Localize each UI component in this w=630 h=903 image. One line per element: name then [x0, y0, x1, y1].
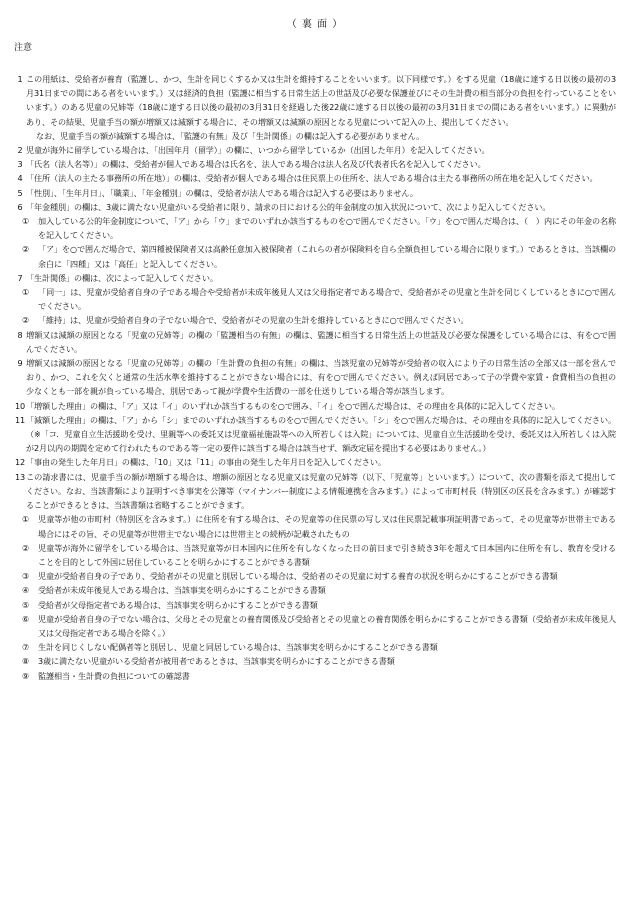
item-text: 監護相当・生計費の負担についての確認書 [38, 670, 190, 681]
item-text: 「年金種別」の欄は、3歳に満たない児童がいる受給者に限り、請求の日における公的年金制度の加入状況について、次により記入してください。 [26, 201, 551, 212]
item-text: 児童が受給者自身の子でない場合は、父母とその児童との養育関係及び受給者とその児童との養育関係を明らかにすることができる書類（受給者が未成年後見人又は父母指定者である場合を除く。） [38, 613, 616, 638]
sub-item [14, 583, 616, 597]
item-number: ② [22, 244, 30, 255]
item-number: 12 [14, 457, 26, 468]
item-number: ⑧ [22, 656, 30, 667]
note-item [14, 470, 616, 513]
item-number: ⑨ [22, 670, 30, 681]
sub-item [14, 612, 616, 640]
sub-item [14, 512, 616, 540]
item-text: 「性別」、「生年月日」、「職業」、「年金種別」の欄は、受給者が法人である場合は記入する必要はありません。 [26, 187, 418, 198]
item-number: ⑥ [22, 613, 30, 624]
sub-item [14, 598, 616, 612]
item-number: 8 [17, 329, 23, 340]
note-item [14, 157, 616, 171]
item-text: 受給者が父母指定者である場合は、当該事実を明らかにすることができる書類 [38, 599, 318, 610]
item-text: 児童等が他の市町村（特別区を含みます。）に住所を有する場合は、その児童等の住民票の写し又は住民票記載事項証明書であって、その児童等が世帯主である場合にはその旨、その児童等が世帯主でない場合には世帯主との続柄が記載されたもの [38, 514, 616, 539]
item-number: ② [22, 542, 30, 553]
item-number: ③ [22, 571, 30, 582]
item-text: 受給者が未成年後見人である場合は、当該事実を明らかにすることができる書類 [38, 585, 326, 596]
note-item [14, 72, 616, 129]
item-number: 11 [14, 414, 26, 425]
item-text: 児童が海外に留学している場合は、「出国年月（留学）」の欄に、いつから留学しているか（出国した年月）を記入してください。 [26, 145, 490, 156]
item-text: 3歳に満たない児童がいる受給者が被用者であるときは、当該事実を明らかにすることができる書類 [38, 656, 395, 667]
item-text: 増額又は減額の原因となる「児童の兄姉等」の欄の「監護相当の有無」の欄は、監護に相当する日常生活上の世話及び必要な保護をしている場合には、有を○で囲んでください。 [26, 329, 616, 354]
item-number: ② [22, 315, 30, 326]
item-text: 児童等が海外に留学をしている場合は、当該児童等が日本国内に住所を有しなくなった日の前日まで引き続き3年を超えて日本国内に住所を有し、教育を受けることを目的として外国に居住していることを明らかにすることができる書類 [38, 542, 616, 567]
item-text: 「事由の発生した年月日」の欄は、「10」又は「11」の事由の発生した年月日を記入してください。 [26, 457, 386, 468]
item-number: 3 [17, 159, 23, 170]
item-number: 4 [17, 173, 23, 184]
item-text: なお、児童手当の額が減額する場合は、「監護の有無」及び「生計関係」の欄は記入する必要がありません。 [36, 130, 425, 141]
sub-item [14, 214, 616, 242]
item-text: 「住所（法人の主たる事務所の所在地）」の欄は、受給者が個人である場合は住民票上の住所を、法人である場合は主たる事務所の所在地を記入してください。 [26, 173, 598, 184]
item-text: この請求書には、児童手当の額が増額する場合は、増額の原因となる児童又は児童の兄姉等（以下、「児童等」といいます。）について、次の書類を添えて提出してください。なお、当該書類により証明すべき事実を公簿等（マイナンバー制度による情報連携を含みます。）によって市町村長（特別区の区長を含みます。）が確認することができるときは、当該書類は省略することができます。 [26, 471, 616, 511]
item-text: 増額又は減額の原因となる「児童の兄姉等」の欄の「生計費の負担の有無」の欄は、当該児童の兄姉等が受給者の収入により子の日常生活の全部又は一部を営んでおり、かつ、これを欠くと通常の生活水準を維持することができない場合には、有を○で囲んでください。例えば同居であって子の学費や家賃・食費相当の負担の少なくとも一部を親が負っている場合、別居であって親が学費や生活費の一部を仕送りしている場合等が該当します。 [26, 358, 616, 397]
note-item [14, 143, 616, 157]
sub-item [14, 569, 616, 583]
item-number: 10 [14, 400, 26, 411]
item-number: ⑦ [22, 642, 30, 653]
notes-heading: 注意 [14, 43, 33, 53]
note-item [14, 328, 616, 356]
note-item [14, 455, 616, 469]
item-number: 7 [17, 272, 23, 283]
item-text: この用紙は、受給者が養育（監護し、かつ、生計を同じくするか又は生計を維持することをいいます。以下同様です。）をする児童（18歳に達する日以後の最初の3月31日までの間にある者をいいます。）又は経済的負担（監護に相当する日常生活上の世話及び必要な保護並びにその生計費の相当部分の負担を行っていることをいいます。）のある児童の兄姉等（18歳に達する日以後の最初の3月31日を経過した後22歳に達する日以後の最初の3月31日までの間にある者をいいます。）に異動があり、その結果、児童手当の額が増額又は減額する場合に、その増額又は減額の原因となる児童について記入の上、提出してください。 [26, 74, 616, 127]
note-item [14, 271, 616, 285]
note-item [14, 413, 616, 456]
item-number: ④ [22, 585, 30, 596]
item-number: ① [22, 514, 30, 525]
note-item [14, 356, 616, 399]
item-number: 6 [17, 201, 23, 212]
item-text: 生計を同じくしない配偶者等と別居し、児童と同居している場合は、当該事実を明らかにすることができる書類 [38, 642, 438, 653]
item-number: 2 [17, 145, 23, 156]
paragraph-continuation [14, 129, 616, 143]
item-number: ① [22, 287, 30, 298]
item-text: 「同一」は、児童が受給者自身の子である場合や受給者が未成年後見人又は父母指定者である場合で、受給者がその児童と生計を同じくしているときに○で囲んでください。 [38, 287, 616, 312]
sub-item [14, 541, 616, 569]
note-item [14, 399, 616, 413]
item-number: ⑤ [22, 599, 30, 610]
note-item [14, 171, 616, 185]
sub-item [14, 654, 616, 668]
item-text: 「維持」は、児童が受給者自身の子でない場合で、受給者がその児童の生計を維持しているときに○で囲んでください。 [38, 315, 469, 326]
notes-body [14, 72, 616, 683]
item-text: 「ア」を○で囲んだ場合で、第四種被保険者又は高齢任意加入被保険者（これらの者が保険料を自ら全額負担している場合に限ります。）であるときは、当該欄の余白に「四種」又は「高任」と記入してください。 [38, 244, 616, 269]
item-text: 「氏名（法人名等）」の欄は、受給者が個人である場合は氏名を、法人である場合は法人名及び代表者氏名を記入してください。 [26, 159, 486, 170]
item-text: 「増額した理由」の欄は、「ア」又は「イ」のいずれか該当するものを○で囲み、「イ」を○で囲んだ場合は、その理由を具体的に記入してください。 [26, 400, 560, 411]
item-number: 9 [17, 358, 23, 369]
note-item [14, 200, 616, 214]
item-text: 児童が受給者自身の子であり、受給者がその児童と別居している場合は、受給者のその児童に対する養育の状況を明らかにすることができる書類 [38, 571, 558, 582]
sub-item [14, 242, 616, 270]
item-number: 13 [14, 471, 26, 482]
item-text: 「生計関係」の欄は、次によって記入してください。 [26, 272, 218, 283]
item-text: 加入している公的年金制度について、「ア」から「ウ」までのいずれか該当するものを○で囲んでください。「ウ」を○で囲んだ場合は、（ ）内にその年金の名称を記入してください。 [38, 216, 616, 241]
item-number: 1 [17, 74, 23, 84]
note-item [14, 186, 616, 200]
item-number: 5 [17, 187, 23, 198]
item-number: ① [22, 216, 30, 227]
item-text: 「減額した理由」の欄は、「ア」から「シ」までのいずれか該当するものを○で囲んでください。「シ」を○で囲んだ場合は、その理由を具体的に記入してください。（※「コ．児童自立生活援助を受け、里親等への委託又は児童福祉施設等への入所若しくは入院」については、児童自立生活援助を受け、委託又は入所若しくは入院が2月以内の期間を定めて行われたものである等一定の要件に該当する場合は該当せず、額改定届を提出する必要はありません。） [26, 414, 616, 454]
sub-item [14, 313, 616, 327]
sub-item [14, 640, 616, 654]
sub-item [14, 669, 616, 683]
sub-item [14, 285, 616, 313]
page-title: （ 裏 面 ） [286, 19, 344, 30]
